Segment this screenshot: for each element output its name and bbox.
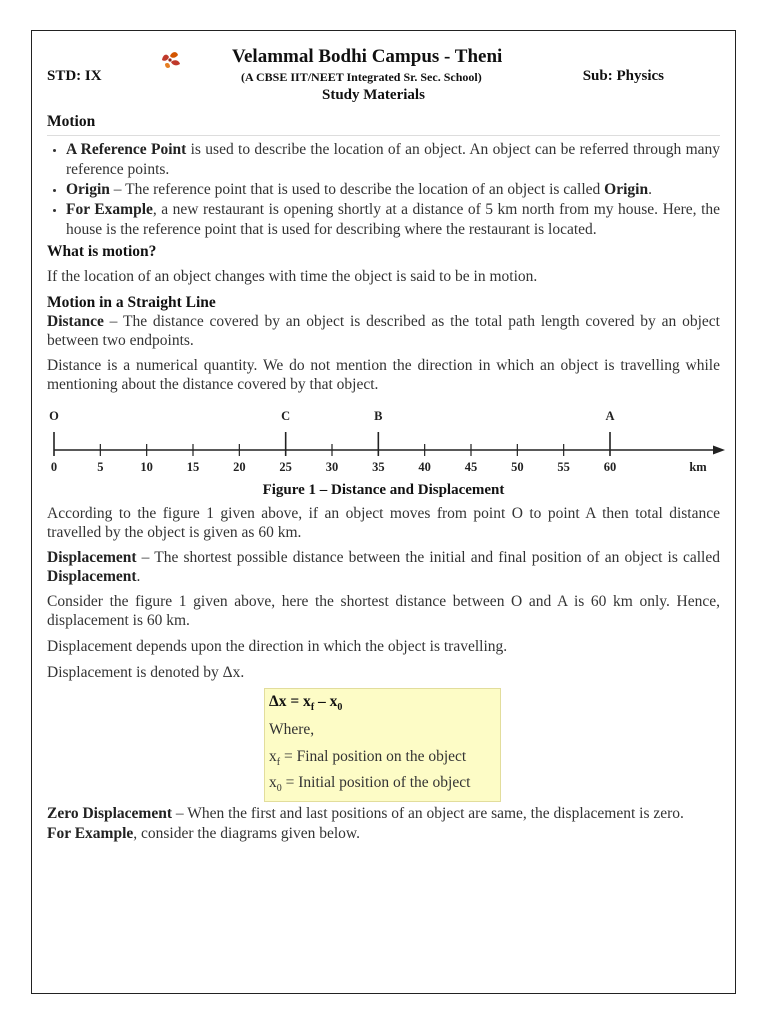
figure-caption: Figure 1 – Distance and Displacement [262, 482, 505, 498]
eq-sub-f: f [310, 702, 315, 714]
formula-xf-line [269, 747, 496, 773]
tick-label: 35 [372, 460, 385, 474]
point-label: B [374, 409, 383, 423]
tick-label: 5 [97, 460, 104, 474]
school-logo-icon [159, 50, 183, 75]
axis-arrow-icon [713, 446, 725, 455]
page-header [47, 44, 720, 110]
distance-example-text: According to the figure 1 given above, if an object moves from point O to point A then total distance travelled by the object is given as 60 km. [47, 505, 720, 541]
eq-lhs: Δx = x [269, 693, 311, 710]
tick-label: 20 [233, 460, 246, 474]
term-displacement: Displacement [47, 549, 137, 566]
bullet-text: is used to describe the location of an object. An object can be referred through many reference points. [66, 141, 721, 178]
list-item [66, 200, 720, 240]
xf-symbol: x [269, 748, 277, 766]
xf-text: = Final position on the object [280, 748, 467, 766]
what-is-motion-heading: What is motion? [47, 243, 157, 260]
zero-example-rest: , consider the diagrams given below. [133, 825, 360, 843]
term-displacement-inline: Displacement [47, 568, 137, 585]
term-origin-inline: Origin [604, 181, 649, 198]
term-for-example-2: For Example [47, 825, 134, 843]
tick-label: 45 [464, 460, 478, 474]
term-reference-point: A Reference Point [66, 141, 187, 158]
displacement-example-text: Consider the figure 1 given above, here the shortest distance between O and A is 60 km only. Hence, displacement is 60 km. [47, 593, 720, 629]
distance-number-line [47, 408, 727, 478]
tick-label: 60 [603, 460, 617, 474]
displacement-direction-text: Displacement depends upon the direction in which the object is travelling. [47, 638, 508, 655]
term-zero-displacement: Zero Displacement [47, 805, 172, 823]
tick-label: 0 [50, 460, 58, 474]
term-distance: Distance [47, 313, 104, 330]
formula-where: Where, [269, 721, 315, 739]
point-label: A [605, 409, 615, 423]
tick-label: 30 [325, 460, 339, 474]
straight-line-heading: Motion in a Straight Line [47, 294, 216, 311]
distance-note: Distance is a numerical quantity. We do not mention the direction in which an object is travelling while mentioning about the distance covered by that object. [47, 357, 720, 393]
page-content [47, 44, 720, 843]
axis-unit-label: km [689, 460, 707, 474]
tick-label: 55 [557, 460, 570, 474]
tick-label: 25 [279, 460, 292, 474]
x0-text: = Initial position of the object [281, 774, 471, 792]
zero-displacement-text [47, 804, 720, 823]
list-item [66, 180, 720, 200]
motion-bullet-list [47, 140, 720, 240]
x0-sub: 0 [276, 783, 282, 795]
point-label: O [49, 409, 59, 423]
distance-definition [47, 312, 720, 350]
displacement-def-text: – The shortest possible distance between the initial and final position of an object is called [136, 549, 720, 566]
def-end: . [136, 568, 141, 585]
displacement-symbol-text: Displacement is denoted by Δx. [47, 664, 245, 681]
tick-label: 50 [511, 460, 524, 474]
school-name: Velammal Bodhi Campus - Theni [232, 46, 503, 67]
school-affiliation: (A CBSE IIT/NEET Integrated Sr. Sec. School) [241, 70, 482, 84]
formula-x0-line [269, 773, 496, 799]
eq-sub-0: 0 [337, 702, 343, 714]
doc-type-label: Study Materials [322, 87, 425, 103]
list-item [66, 140, 720, 180]
standard-label: STD: IX [47, 68, 102, 84]
term-for-example: For Example [66, 201, 153, 218]
formula-equation [269, 692, 496, 718]
tick-label: 15 [186, 460, 200, 474]
eq-mid: – x [314, 693, 338, 710]
displacement-formula-box [264, 688, 501, 802]
bullet-text: – The reference point that is used to describe the location of an object is called [109, 181, 605, 198]
bullet-tail: . [648, 181, 652, 198]
distance-def-text: – The distance covered by an object is described as the total path length covered by an object between two endpoints. [47, 313, 720, 349]
tick-label: 40 [418, 460, 431, 474]
displacement-definition [47, 548, 720, 586]
bullet-text: , a new restaurant is opening shortly at a distance of 5 km north from my house. Here, the house is the reference point that is used for describing where the restaurant is located. [66, 201, 721, 238]
x0-symbol: x [269, 774, 277, 792]
what-is-motion-text: If the location of an object changes with time the object is said to be in motion. [47, 268, 538, 285]
subject-label: Sub: Physics [582, 68, 664, 84]
zero-example-text [47, 824, 720, 843]
term-origin: Origin [66, 181, 110, 198]
point-label: C [281, 409, 291, 423]
xf-sub: f [276, 757, 281, 769]
zero-def-text: – When the first and last positions of an object are same, the displacement is zero. [171, 805, 684, 823]
tick-label: 10 [140, 460, 153, 474]
motion-heading: Motion [47, 113, 720, 136]
